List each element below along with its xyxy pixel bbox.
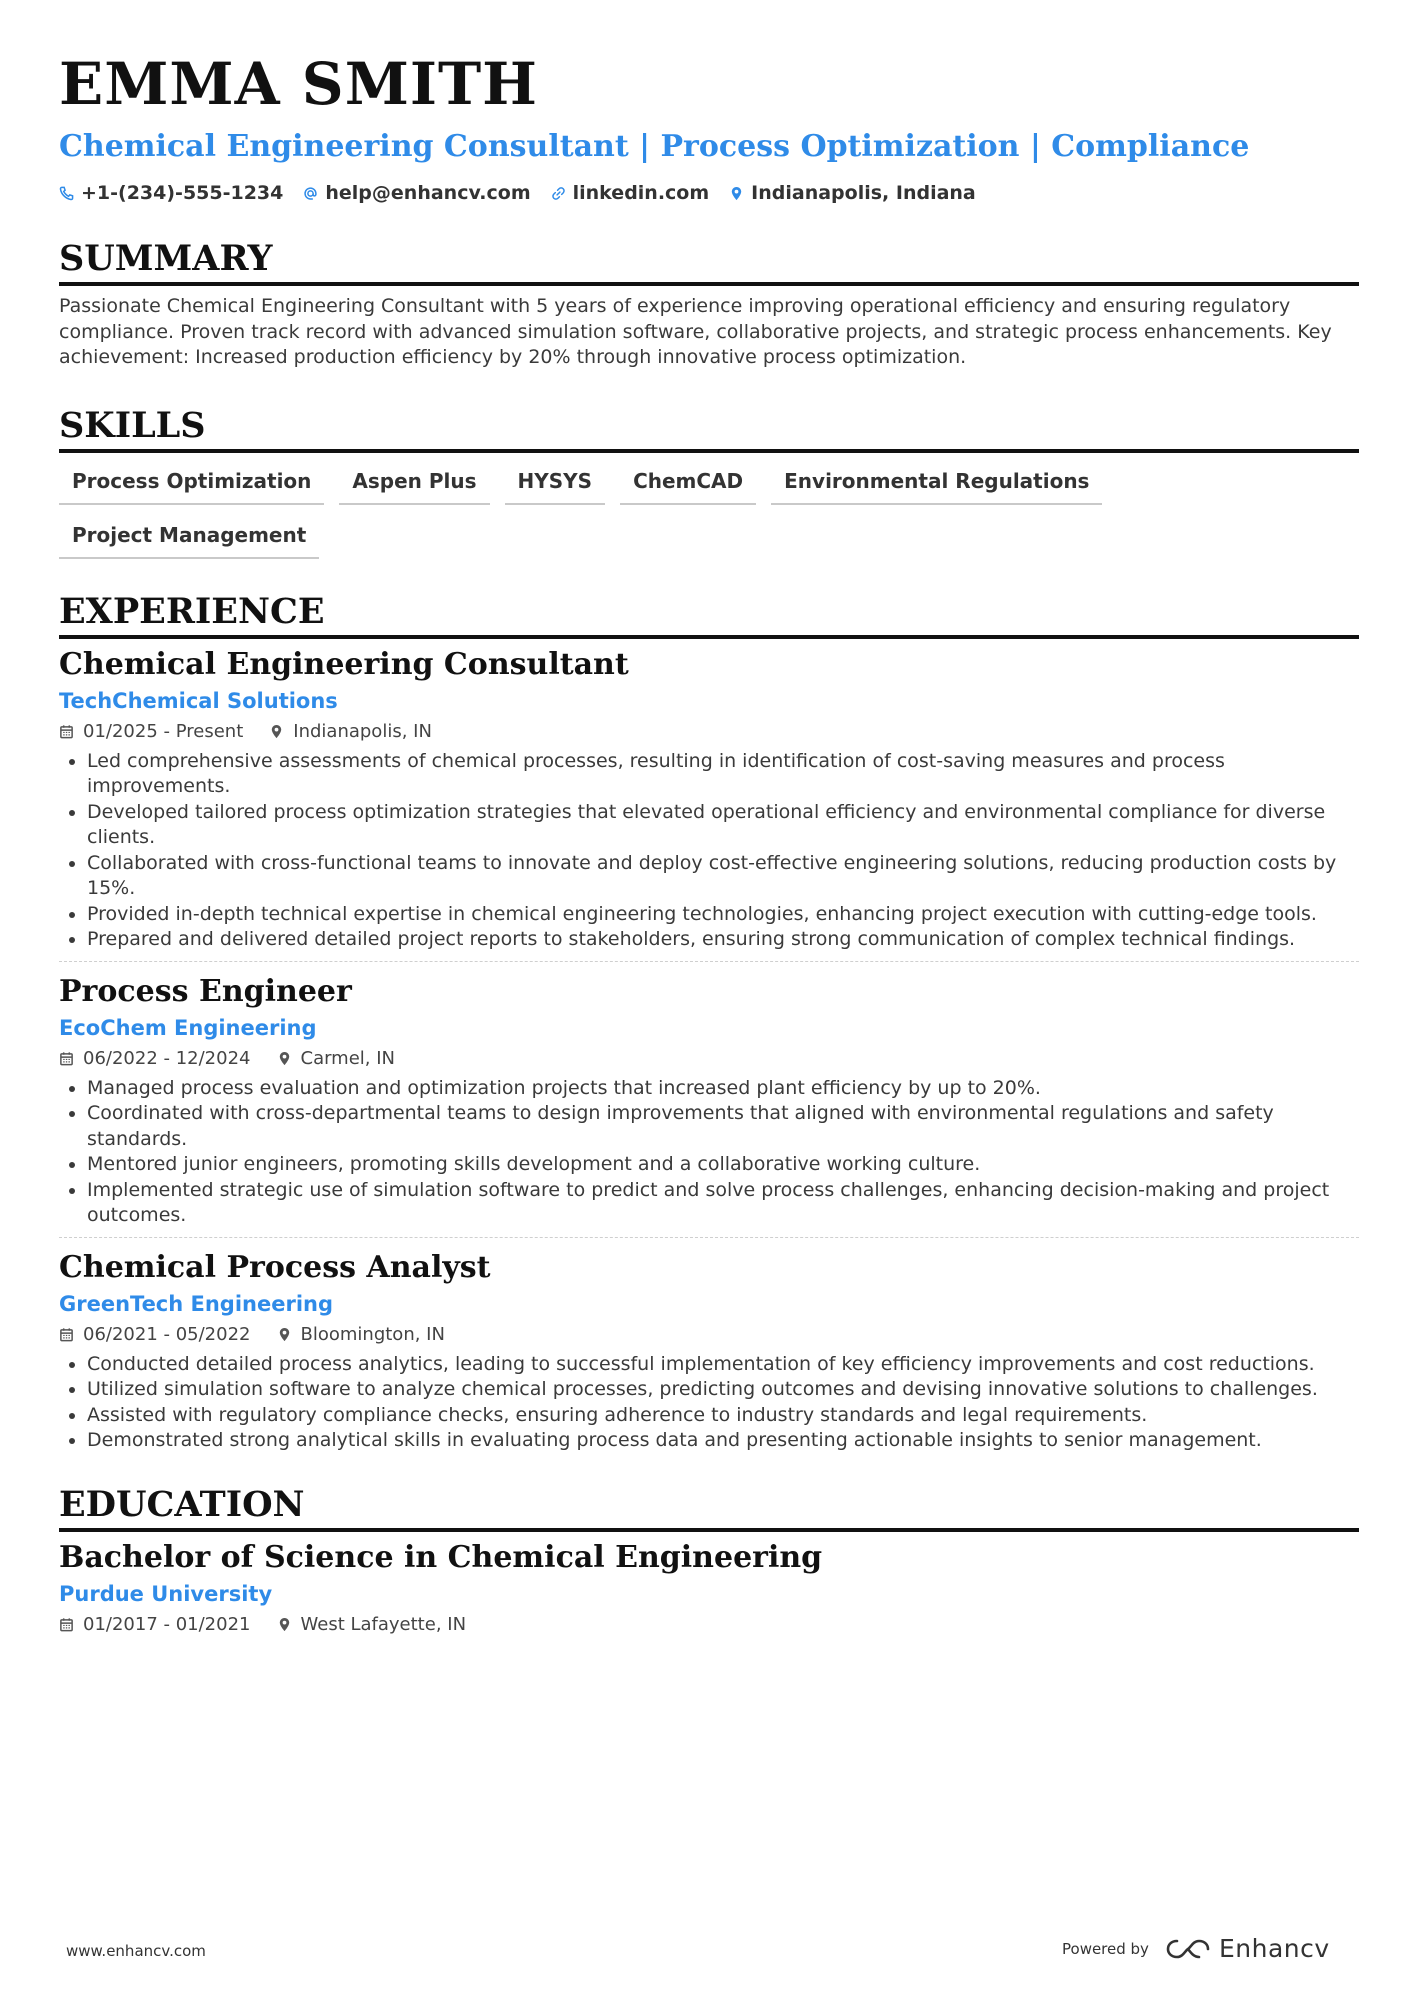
- job-dates: [59, 1320, 251, 1350]
- section-heading-experience: EXPERIENCE: [59, 589, 1359, 639]
- job-dates-text: 01/2025 - Present: [83, 720, 244, 742]
- contact-location: [729, 182, 976, 204]
- degree-title: Bachelor of Science in Chemical Engineering: [59, 1539, 823, 1575]
- link-icon: [551, 186, 566, 201]
- bullet-item: • Mentored junior engineers, promoting skills development and a collaborative working culture.: [87, 1152, 1359, 1178]
- skill-tag: ChemCAD: [620, 465, 756, 505]
- experience-entry: [59, 645, 1359, 953]
- summary-text: Passionate Chemical Engineering Consultant with 5 years of experience improving operational efficiency and ensuring regulatory compliance. Proven track record with advanced simulation software, collaborative projects, and strategic process enhancements. Key achievement: Increased production efficiency by 20% through innovative process optimization.: [59, 295, 1332, 368]
- contact-phone-text: +1-(234)-555-1234: [81, 182, 284, 204]
- bullet-item: • Prepared and delivered detailed project reports to stakeholders, ensuring strong communication of complex technical findings.: [87, 927, 1359, 953]
- skills-list: [59, 465, 1359, 559]
- school-name: Purdue University: [59, 1581, 273, 1606]
- resume-page: [59, 44, 1359, 1640]
- enhancv-logo-icon: [1165, 1937, 1211, 1961]
- job-meta: [59, 1044, 1359, 1074]
- company-name: GreenTech Engineering: [59, 1291, 334, 1316]
- contact-email-text: help@enhancv.com: [325, 182, 531, 204]
- job-meta: [59, 717, 1359, 747]
- calendar-icon: [59, 724, 74, 739]
- job-location: [269, 717, 432, 747]
- job-location: [277, 1044, 396, 1074]
- experience-section: [59, 589, 1359, 1454]
- bullet-item: • Developed tailored process optimization strategies that elevated operational efficiency and environmental compliance for diverse clients.: [87, 800, 1359, 851]
- job-dates: [59, 1044, 251, 1074]
- education-location: [277, 1610, 467, 1640]
- entry-divider: [59, 961, 1359, 962]
- calendar-icon: [59, 1617, 74, 1632]
- map-pin-icon: [277, 1327, 292, 1342]
- job-bullets: [59, 1076, 1359, 1229]
- bullet-item: • Assisted with regulatory compliance checks, ensuring adherence to industry standards and legal requirements.: [87, 1403, 1359, 1429]
- summary-section: [59, 236, 1359, 371]
- bullet-item: • Managed process evaluation and optimization projects that increased plant efficiency by up to 20%.: [87, 1076, 1359, 1102]
- bullet-item: • Led comprehensive assessments of chemical processes, resulting in identification of cost-saving measures and process improvements.: [87, 749, 1359, 800]
- bullet-item: • Demonstrated strong analytical skills in evaluating process data and presenting actionable insights to senior management.: [87, 1428, 1359, 1454]
- job-dates-text: 06/2022 - 12/2024: [83, 1047, 251, 1069]
- company-name: EcoChem Engineering: [59, 1015, 317, 1040]
- brand-logo[interactable]: [1165, 1934, 1330, 1963]
- phone-icon: [59, 186, 74, 201]
- job-location-text: Bloomington, IN: [300, 1323, 445, 1345]
- bullet-item: • Collaborated with cross-functional teams to innovate and deploy cost-effective engineering solutions, reducing production costs by 15%.: [87, 851, 1359, 902]
- footer-branding: [1062, 1934, 1330, 1963]
- job-meta: [59, 1320, 1359, 1350]
- job-dates-text: 06/2021 - 05/2022: [83, 1323, 251, 1345]
- contact-linkedin[interactable]: [551, 182, 710, 204]
- job-title: Chemical Process Analyst: [59, 1249, 491, 1285]
- section-heading-summary: SUMMARY: [59, 236, 1359, 286]
- bullet-item: • Conducted detailed process analytics, leading to successful implementation of key efficiency improvements and cost reductions.: [87, 1352, 1359, 1378]
- bullet-item: • Coordinated with cross-departmental teams to design improvements that aligned with environmental regulations and safety standards.: [87, 1101, 1359, 1152]
- education-location-text: West Lafayette, IN: [300, 1613, 467, 1635]
- bullet-item: • Implemented strategic use of simulation software to predict and solve process challenges, enhancing decision-making and project outcomes.: [87, 1178, 1359, 1229]
- map-pin-icon: [269, 724, 284, 739]
- skill-tag: HYSYS: [505, 465, 606, 505]
- skill-tag: Aspen Plus: [339, 465, 489, 505]
- contact-linkedin-text: linkedin.com: [572, 182, 710, 204]
- skill-tag: Environmental Regulations: [771, 465, 1102, 505]
- section-heading-skills: SKILLS: [59, 403, 1359, 453]
- section-heading-education: EDUCATION: [59, 1482, 1359, 1532]
- job-location-text: Carmel, IN: [300, 1047, 396, 1069]
- contact-phone[interactable]: [59, 182, 283, 204]
- footer-website[interactable]: www.enhancv.com: [66, 1942, 206, 1960]
- job-location: [277, 1320, 445, 1350]
- bullet-item: • Provided in-depth technical expertise in chemical engineering technologies, enhancing project execution with cutting-edge tools.: [87, 902, 1359, 928]
- map-pin-icon: [277, 1617, 292, 1632]
- calendar-icon: [59, 1327, 74, 1342]
- company-name: TechChemical Solutions: [59, 688, 338, 713]
- contact-email[interactable]: [303, 182, 530, 204]
- contact-bar: [59, 178, 1359, 208]
- candidate-name: EMMA SMITH: [59, 50, 538, 118]
- education-dates-text: 01/2017 - 01/2021: [83, 1613, 251, 1635]
- brand-name: Enhancv: [1218, 1934, 1330, 1963]
- job-bullets: [59, 749, 1359, 953]
- at-sign-icon: [303, 186, 318, 201]
- map-pin-icon: [729, 186, 744, 201]
- education-meta: [59, 1610, 1359, 1640]
- experience-entry: [59, 972, 1359, 1229]
- job-title: Process Engineer: [59, 973, 352, 1009]
- education-entry: [59, 1538, 1359, 1640]
- job-location-text: Indianapolis, IN: [293, 720, 432, 742]
- job-title: Chemical Engineering Consultant: [59, 646, 629, 682]
- job-bullets: [59, 1352, 1359, 1454]
- calendar-icon: [59, 1051, 74, 1066]
- map-pin-icon: [277, 1051, 292, 1066]
- education-section: [59, 1482, 1359, 1640]
- contact-location-text: Indianapolis, Indiana: [751, 182, 976, 204]
- skills-section: [59, 403, 1359, 559]
- bullet-item: • Utilized simulation software to analyze chemical processes, predicting outcomes and devising innovative solutions to challenges.: [87, 1377, 1359, 1403]
- candidate-title: Chemical Engineering Consultant | Process Optimization | Compliance: [59, 129, 1250, 164]
- skill-tag: Process Optimization: [59, 465, 324, 505]
- powered-by-label: Powered by: [1062, 1939, 1149, 1958]
- experience-entry: [59, 1248, 1359, 1454]
- entry-divider: [59, 1237, 1359, 1238]
- education-dates: [59, 1610, 251, 1640]
- skill-tag: Project Management: [59, 519, 319, 559]
- job-dates: [59, 717, 243, 747]
